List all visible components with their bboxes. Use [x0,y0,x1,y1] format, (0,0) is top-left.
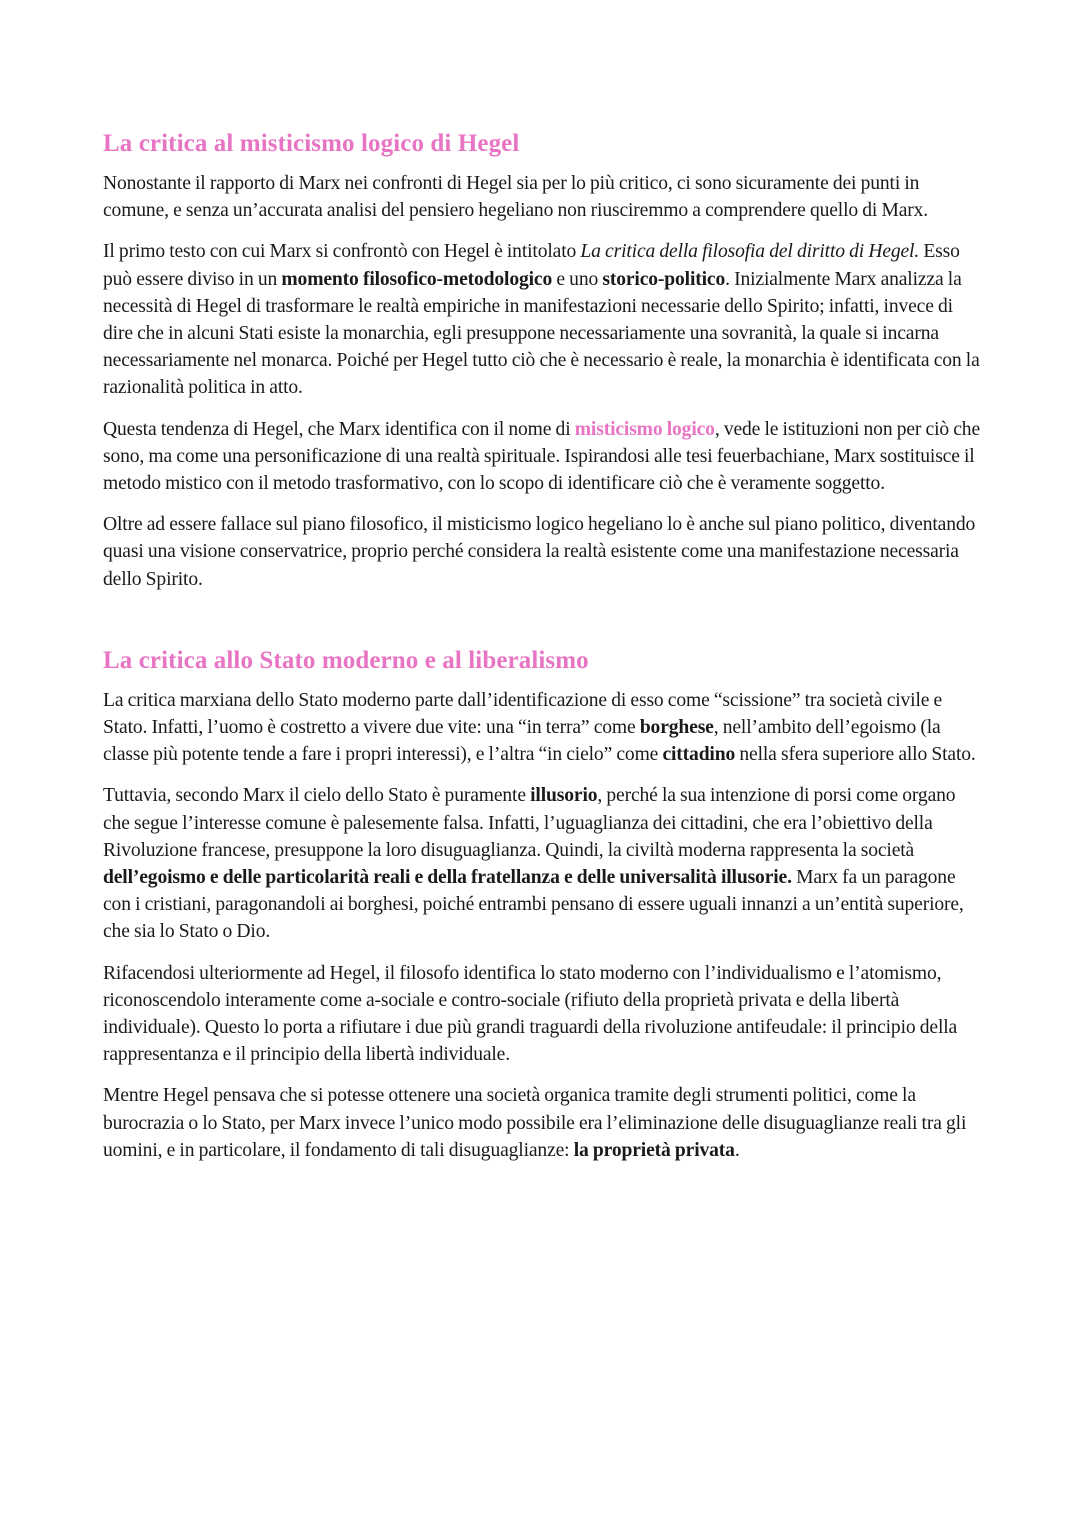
paragraph [103,1082,983,1164]
paragraph-text: Rifacendosi ulteriormente ad Hegel, il filosofo identifica lo stato moderno con l’individualismo e l’atomismo, riconoscendolo interamente come a-sociale e contro-sociale (rifiuto della proprietà privata e della libertà individuale). Questo lo porta a rifiutare i due più grandi traguardi della rivoluzione antifeudale: il principio della rappresentanza e il principio della libertà individuale. [103,962,958,1066]
section-heading: La critica al misticismo logico di Hegel [103,130,520,157]
paragraph-text: Questa tendenza di Hegel, che Marx identifica con il nome di [103,418,575,440]
highlighted-term: misticismo logico [574,418,715,440]
paragraph-text: . [734,1139,740,1161]
section-stato-moderno [103,645,983,1164]
paragraph [103,960,983,1069]
section-heading: La critica allo Stato moderno e al liberalismo [103,646,589,674]
paragraph-text: Nonostante il rapporto di Marx nei confronti di Hegel sia per lo più critico, ci sono sicuramente dei punti in comune, e senza un’accurata analisi del pensiero hegeliano non riusciremmo a comprendere quello di Marx. [103,173,929,222]
bold-term: momento filosofico-metodologico [281,268,553,290]
bold-term: dell’egoismo e delle particolarità reali e della fratellanza e delle universalità illusorie. [103,867,792,889]
section-misticismo-logico [103,128,983,593]
paragraph [103,238,983,401]
paragraph-text: e uno [552,268,603,290]
paragraph-text: . Inizialmente Marx analizza la necessità di Hegel di trasformare le realtà empiriche in manifestazioni necessarie dello Spirito; infatti, invece di dire che in alcuni Stati esiste la monarchia, egli presuppone necessariamente una sovranità, la quale si incarna necessariamente nel monarca. Poiché per Hegel tutto ciò che è necessario è reale, la monarchia è identificata con la razionalità politica in atto. [103,268,980,399]
paragraph-text: nella sfera superiore allo Stato. [735,744,976,766]
paragraph-text: Mentre Hegel pensava che si potesse ottenere una società organica tramite degli strumenti politici, come la burocrazia o lo Stato, per Marx invece l’unico modo possibile era l’eliminazione delle disuguaglianze reali tra gli uomini, e in particolare, il fondamento di tali disuguaglianze: [103,1085,967,1161]
document-page [103,128,983,1178]
paragraph [103,511,983,593]
paragraph-text: Marx fa un paragone con i cristiani, paragonandoli ai borghesi, poiché entrambi pensano di essere uguali innanzi a un’entità superiore, che sia lo Stato o Dio. [103,867,964,943]
bold-term: cittadino [662,744,736,766]
paragraph-text: , nell’ambito dell’egoismo (la classe più potente tende a fare i propri interessi), e l’altra “in cielo” come [103,717,941,766]
paragraph [103,170,983,224]
paragraph-text: Il primo testo con cui Marx si confrontò con Hegel è intitolato [103,241,581,263]
paragraph-text: Oltre ad essere fallace sul piano filosofico, il misticismo logico hegeliano lo è anche sul piano politico, diventando quasi una visione conservatrice, proprio perché considera la realtà esistente come una manifestazione necessaria dello Spirito. [103,514,976,590]
book-title-italic: La critica della filosofia del diritto di Hegel. [580,241,920,263]
paragraph [103,687,983,769]
paragraph [103,416,983,498]
bold-term: illusorio [530,785,598,807]
paragraph-text: Esso può essere diviso in un [103,241,960,290]
paragraph-text: , vede le istituzioni non per ciò che sono, ma come una personificazione di una realtà spirituale. Ispirandosi alle tesi feuerbachiane, Marx sostituisce il metodo mistico con il metodo trasformativo, con lo scopo di identificare ciò che è veramente soggetto. [103,418,981,495]
bold-term: la proprietà privata [573,1139,735,1161]
paragraph-text: La critica marxiana dello Stato moderno parte dall’identificazione di esso come “scissione” tra società civile e Stato. Infatti, l’uomo è costretto a vivere due vite: una “in terra” come [103,689,943,739]
paragraph-text: , perché la sua intenzione di porsi come organo che segue l’interesse comune è palesemente falsa. Infatti, l’uguaglianza dei cittadini, che era l’obiettivo della Rivoluzione francese, presuppone la loro disuguaglianza. Quindi, la civiltà moderna rappresenta la società [103,785,956,861]
bold-term: storico-politico [602,268,726,290]
bold-term: borghese [639,717,714,739]
paragraph [103,782,983,945]
paragraph-text: Tuttavia, secondo Marx il cielo dello Stato è puramente [103,785,531,807]
